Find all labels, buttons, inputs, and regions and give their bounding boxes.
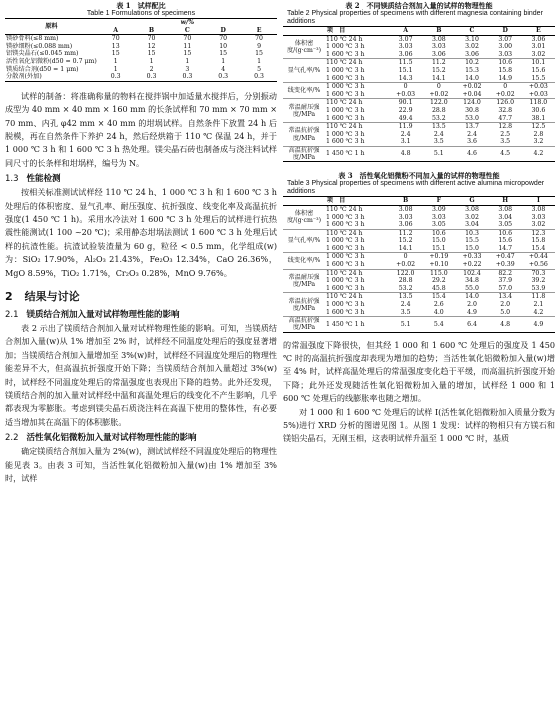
table3-cell: 5.4 — [433, 320, 444, 328]
section-title: 性能检测 — [26, 174, 61, 185]
table2-cell: 3.02 — [465, 43, 479, 51]
table3-cell: 122.0 — [396, 269, 415, 277]
table1-caption-en: Table 1 Formulations of specimens — [86, 10, 196, 17]
table1-caption-cn: 表 1 试样配比 — [116, 1, 166, 10]
table3-cell: 39.2 — [531, 277, 546, 285]
table1-cell: 5 — [257, 65, 262, 73]
table3-cell: 4.9 — [533, 320, 544, 328]
section-number: 2.1 — [5, 310, 19, 321]
table2-cell: 53.2 — [431, 114, 446, 122]
table2-cell: 2.8 — [533, 130, 544, 138]
table3-cell: 14.0 — [465, 293, 479, 301]
table3-col-header: H — [502, 197, 509, 205]
table3-cell: 15.1 — [431, 244, 446, 252]
table3-cell: 53.9 — [531, 284, 546, 292]
table3-cell: 82.2 — [498, 269, 513, 277]
table2-cell: 3.5 — [500, 138, 511, 146]
table2-condition: 1 600 ℃ 3 h — [326, 138, 365, 146]
table3-cell: 29.2 — [431, 277, 446, 285]
table3-cell: 3.02 — [465, 213, 479, 221]
table2 — [283, 26, 555, 162]
table3-cell: 11.8 — [531, 293, 546, 301]
table1-cell: 1 — [185, 57, 190, 65]
table1-cell: 9 — [257, 42, 262, 50]
section-title: 镁质结合剂加入量对试样物理性能的影响 — [26, 310, 180, 321]
table3-cell: +0.02 — [396, 261, 416, 269]
table2-cell: 14.3 — [398, 74, 413, 82]
paragraph-binder-effect: 表 2 示出了镁质结合剂加入量对试样物理性能的影响。可知，当镁质结合剂加入量(w)从 1% 增加至 2% 时，试样经不同温度处理后的强度显著增加；当镁质结合剂加入量增加至 3%(w)时，试样经不同温度处理后的物理性能差异不大，但高温抗折强度开始下降；当镁质结合剂加入量超过 3%(w)时，试样经不同温度处理后的常温强度也表现出下降的趋势。此外还发现，镁质结合剂的加入量对试样经中温和高温处理后的线变化不产生影响，几乎都表现为零膨胀。考虑到镁尖晶石质浇注料在高温下使用的整体性，有必要适当增加其在高温下的体积膨胀。 — [5, 323, 277, 427]
table2-cell: 38.1 — [531, 114, 546, 122]
table3-group-label: 线变化率/% — [287, 257, 321, 265]
table2-condition: 110 ℃ 24 h — [326, 59, 363, 67]
table-row — [5, 58, 277, 66]
table3-condition: 1 000 ℃ 3 h — [326, 237, 365, 245]
table1-row-label: 镁砂骨料(≤8 mm) — [6, 35, 59, 43]
table2-cell: 118.0 — [529, 99, 548, 107]
table2-cell: 0 — [403, 83, 408, 91]
table3-cell: 13.5 — [398, 293, 413, 301]
table3-condition: 110 ℃ 24 h — [326, 269, 363, 277]
section-title: 结果与讨论 — [24, 290, 80, 304]
table1-row-label: 活性氧化铝微粉(d50 = 0.7 μm) — [6, 57, 97, 65]
table3-cell: 3.08 — [498, 205, 513, 213]
table3-cell: 5.1 — [400, 320, 411, 328]
table3-cell: 6.4 — [467, 320, 477, 328]
table2-cell: 11.5 — [398, 59, 413, 67]
table1-cell: 15 — [255, 50, 263, 58]
table1-col-header: B — [148, 26, 155, 34]
table-row — [283, 59, 555, 67]
table3-cell: 13.4 — [498, 293, 513, 301]
table2-cell: 3.06 — [398, 50, 413, 58]
table2-cell: 5.1 — [433, 150, 444, 158]
table2-cell: 15.1 — [398, 66, 413, 74]
table3-cell: 3.08 — [465, 205, 479, 213]
table1-cell: 2 — [149, 65, 154, 73]
table3-cell: 3.06 — [398, 221, 413, 229]
table1-cell: 0.3 — [146, 73, 157, 81]
table3-cell: 15.4 — [431, 293, 446, 301]
table2-cell: 2.4 — [467, 130, 477, 138]
table3-cell: 34.8 — [465, 277, 479, 285]
right-column — [283, 0, 555, 446]
table3-cell: 115.0 — [429, 269, 448, 277]
table1-cell: 1 — [149, 57, 154, 65]
table3-cell: 3.5 — [400, 308, 411, 316]
table2-cell: 3.10 — [465, 35, 479, 43]
table2-condition: 110 ℃ 24 h — [326, 35, 363, 43]
table3-cell: 55.0 — [465, 284, 479, 292]
table1 — [5, 18, 277, 82]
table3-condition: 1 600 ℃ 3 h — [326, 261, 365, 269]
table-row — [283, 253, 555, 261]
table3-cell: +0.39 — [495, 261, 515, 269]
table3-cell: 12.3 — [531, 229, 546, 237]
table3-cell: +0.10 — [429, 261, 449, 269]
table3-col-header: G — [469, 197, 475, 205]
table2-caption-en: Table 2 Physical properties of specimens with different magnesia containing binder additions — [287, 10, 543, 25]
table2-cell: +0.04 — [462, 90, 482, 98]
table2-cell: 11.2 — [431, 59, 446, 67]
table2-cell: 12.5 — [531, 123, 546, 131]
paragraph-alumina-continued: 的常温强度下降很快，但其经 1 000 和 1 600 ℃ 处理后的强度及 1 450 ℃ 时的高温抗折强度却表现为增加的趋势；当活性氧化铝微粉加入量(w)增至 4% 时，试样高温处理后的常温强度变化趋于平缓，而高温抗折强度开始下降；此外还发现随活性氧化铝微粉加入量的增加，试样经 1 000 和 1 600 ℃ 处理后的线膨胀率也随之增加。 — [283, 339, 555, 404]
table1-cell: 1 — [113, 57, 118, 65]
table3-cell: 10.6 — [431, 229, 446, 237]
table2-caption-cn: 表 2 不同镁质结合剂加入量的试样的物理性能 — [345, 1, 493, 10]
table3-cell: 2.6 — [433, 301, 444, 309]
table1-cell: 12 — [147, 42, 156, 50]
table3-cell: +0.47 — [495, 253, 515, 261]
table3-cell: 102.4 — [463, 269, 481, 277]
table2-condition: 1 600 ℃ 3 h — [326, 74, 365, 82]
table2-col-header: D — [502, 27, 508, 34]
table3-condition: 1 600 ℃ 3 h — [326, 284, 365, 292]
table2-cell: 30.8 — [465, 106, 479, 114]
table-row — [5, 73, 277, 81]
table-row — [283, 317, 555, 332]
paragraph-xrd: 对 1 000 和 1 600 ℃ 处理后的试样 I(活性氧化铝微粉加入质量分数为 5%)进行 XRD 分析的图谱见图 1。从图 1 发现：试样的物相只有方镁石和镁铝尖晶石，无刚玉相，这表明试样升温至 1 000 ℃ 时，基质 — [283, 406, 555, 444]
table1-cell: 70 — [147, 35, 156, 43]
table1-header-unit: w/% — [180, 19, 195, 26]
table3-caption-en: Table 3 Physical properties of specimens with different active alumina micropowder additions — [287, 180, 545, 196]
table2-cell: 3.5 — [433, 138, 444, 146]
table3-cell: 15.6 — [498, 237, 513, 245]
table2-cell: 15.8 — [498, 66, 513, 74]
table1-row-label: 铝镁尖晶石(≤0.045 mm) — [6, 50, 79, 58]
table1-cell: 4 — [221, 65, 226, 73]
table-row — [283, 35, 555, 43]
table1-cell: 0.3 — [182, 73, 193, 81]
table3-condition: 110 ℃ 24 h — [326, 229, 363, 237]
left-column — [5, 0, 277, 486]
table2-condition: 1 000 ℃ 3 h — [326, 66, 365, 74]
table2-condition: 1 600 ℃ 3 h — [326, 90, 365, 98]
table2-cell: 13.5 — [431, 123, 446, 131]
table3-condition: 1 600 ℃ 3 h — [326, 221, 365, 229]
table3-cell: 15.2 — [398, 237, 413, 245]
table1-header-raw: 原料 — [5, 19, 98, 35]
table2-group-label: 常温抗折强度/MPa — [288, 127, 320, 142]
table2-cell: 3.00 — [498, 43, 513, 51]
table3-condition: 1 000 ℃ 3 h — [326, 277, 365, 285]
table3-cell: 15.4 — [531, 244, 546, 252]
table2-cell: 14.0 — [465, 74, 479, 82]
table2-cell: 49.4 — [398, 114, 413, 122]
table3-cell: 14.1 — [398, 244, 413, 252]
table3-cell: 3.04 — [498, 213, 513, 221]
table3-cell: 45.8 — [431, 284, 446, 292]
table2-cell: 10.1 — [531, 59, 546, 67]
table3-group-label: 常温耐压强度/MPa — [288, 273, 320, 289]
table2-cell: 47.7 — [498, 114, 513, 122]
table2-cell: 4.5 — [500, 150, 511, 158]
table2-condition: 1 000 ℃ 3 h — [326, 83, 365, 91]
table2-cell: 124.0 — [463, 99, 481, 107]
table-row — [283, 205, 555, 213]
table3-cell: 15.5 — [465, 237, 479, 245]
table2-cell: 126.0 — [496, 99, 515, 107]
table2-cell: 32.8 — [498, 106, 513, 114]
table2-condition: 1 600 ℃ 3 h — [326, 50, 365, 58]
table2-cell: +0.02 — [495, 90, 515, 98]
table3-cell: 3.08 — [398, 205, 413, 213]
table3-condition: 110 ℃ 24 h — [326, 205, 363, 213]
table2-cell: 2.4 — [433, 130, 444, 138]
table2-cell: 0 — [436, 83, 441, 91]
table2-cell: 12.8 — [498, 123, 513, 131]
table3-cell: 0 — [403, 253, 408, 261]
table1-cell: 10 — [219, 42, 228, 50]
table2-group-label: 显气孔率/% — [287, 67, 321, 75]
table-row — [283, 123, 555, 131]
table3-cell: 4.8 — [500, 320, 511, 328]
table2-cell: 3.03 — [398, 43, 413, 51]
table2-cell: 13.7 — [465, 123, 479, 131]
table2-cell: 3.07 — [498, 35, 513, 43]
table2-cell: 122.0 — [429, 99, 448, 107]
table2-condition: 1 000 ℃ 3 h — [326, 130, 365, 138]
table3-cell: 10.3 — [465, 229, 479, 237]
table1-cell: 0.3 — [254, 73, 264, 81]
table2-cell: +0.02 — [429, 90, 449, 98]
table3-cell: 5.0 — [500, 308, 511, 316]
table-row — [283, 269, 555, 277]
table1-col-header: A — [113, 26, 119, 34]
table1-cell: 15 — [111, 50, 120, 58]
table2-condition: 1 000 ℃ 3 h — [326, 43, 365, 51]
table2-cell: +0.03 — [528, 83, 548, 91]
table2-condition: 1 450 ℃ 1 h — [326, 150, 365, 158]
table1-cell: 0.3 — [110, 73, 121, 81]
table1-col-header: C — [184, 26, 190, 34]
table3-cell: 2.0 — [500, 301, 511, 309]
table2-cell: 3.06 — [465, 50, 479, 58]
table2-cell: 3.03 — [498, 50, 513, 58]
table3-group-label: 常温抗折强度/MPa — [288, 297, 320, 312]
table1-col-header: D — [220, 26, 226, 34]
table3-cell: +0.19 — [429, 253, 449, 261]
table2-cell: 90.1 — [398, 99, 413, 107]
table3-cell: 14.7 — [498, 244, 513, 252]
table3-cell: 15.8 — [531, 237, 546, 245]
table3-cell: 15.0 — [465, 244, 479, 252]
table3-cell: 10.6 — [498, 229, 513, 237]
table2-cell: 10.2 — [465, 59, 479, 67]
table2-cell: 3.02 — [531, 50, 546, 58]
table2-cell: +0.03 — [528, 90, 548, 98]
table3-cell: 3.05 — [431, 221, 446, 229]
table2-cell: 14.1 — [431, 74, 446, 82]
table3-cell: 53.2 — [398, 284, 413, 292]
table2-cell: 3.6 — [467, 138, 477, 146]
table3-cell: +0.44 — [528, 253, 548, 261]
table3-cell: 2.1 — [533, 301, 544, 309]
table3-cell: 3.02 — [531, 221, 546, 229]
paragraph-specimen-prep: 试样的制备：将准确称量的物料在搅拌锅中加适量水搅拌后，分别振动成型为 40 mm × 40 mm × 160 mm 的长条试样和 70 mm × 70 mm × 70 mm、内孔 φ42 mm × 40 mm 的坩埚试样。自然条件下放置 24 h 后脱模，再在自然条件下养护 24 h，然后经烘箱于 110 ℃ 保温 24 h，并于 1 000 ℃ 3 h 和 1 600 ℃ 3 h 热处理。镁尖晶石砖也制备成与浇注料试样同尺寸的长条样和坩埚样，编号为 N。 — [5, 90, 277, 168]
table1-cell: 11 — [183, 42, 192, 50]
table2-cell: 3.01 — [531, 43, 546, 51]
table2-group-label: 高温抗折强度/MPa — [288, 146, 320, 162]
table3-cell: 3.05 — [498, 221, 513, 229]
table3-group-label: 高温抗折强度/MPa — [288, 317, 320, 332]
table1-cell: 1 — [113, 65, 118, 73]
table2-col-header: E — [536, 27, 541, 34]
table2-cell: 15.3 — [465, 66, 479, 74]
table2-group-label: 线变化率/% — [287, 87, 321, 95]
table3-cell: 3.08 — [531, 205, 546, 213]
table3-group-label: 体积密度/(g·cm⁻³) — [286, 210, 322, 225]
table3-cell: +0.33 — [462, 253, 482, 261]
table3-cell: 2.4 — [400, 301, 411, 309]
table1-row-label: 镁砂细粉(≤0.088 mm) — [6, 42, 73, 50]
table3-col-header: F — [436, 197, 442, 205]
table2-cell: 15.6 — [531, 66, 546, 74]
table-row — [283, 293, 555, 301]
table2-cell: 3.06 — [531, 35, 546, 43]
table2-cell: +0.03 — [396, 90, 416, 98]
section-heading-1-3 — [5, 172, 277, 184]
table2-cell: 10.6 — [498, 59, 513, 67]
table2-cell: 3.2 — [533, 138, 544, 146]
table2-header-item: 项 目 — [326, 27, 346, 34]
table3-header-item: 项 目 — [326, 197, 346, 205]
section-title: 活性氧化铝微粉加入量对试样物理性能的影响 — [26, 433, 197, 444]
table2-col-header: A — [403, 27, 409, 34]
table3-cell: 3.03 — [431, 213, 446, 221]
table1-cell: 70 — [219, 35, 228, 43]
table1-cell: 1 — [257, 57, 262, 65]
section-number: 1.3 — [5, 174, 19, 185]
table3 — [283, 196, 555, 332]
table1-cell: 3 — [185, 65, 190, 73]
table3-caption-cn: 表 3 活性氧化铝微粉不同加入量的试样的物理性能 — [338, 171, 500, 181]
table2-condition: 110 ℃ 24 h — [326, 99, 363, 107]
table3-cell: 3.03 — [398, 213, 413, 221]
table3-cell: 3.04 — [465, 221, 479, 229]
table3-cell: 3.09 — [431, 205, 446, 213]
table2-cell: 11.9 — [398, 123, 413, 131]
section-heading-2 — [5, 288, 277, 304]
table1-row-label: 镁质结合剂(d50 = 1 μm) — [6, 65, 79, 73]
table1-cell: 15 — [183, 50, 192, 58]
table2-cell: 2.5 — [500, 130, 511, 138]
table3-col-header: B — [403, 197, 409, 205]
table2-cell: 3.03 — [431, 43, 446, 51]
table3-col-header: I — [536, 197, 540, 205]
table3-cell: 15.0 — [431, 237, 446, 245]
table2-cell: 22.9 — [398, 106, 413, 114]
table2-cell: 3.07 — [398, 35, 413, 43]
table2-cell: 14.9 — [498, 74, 513, 82]
table3-cell: 57.0 — [498, 284, 513, 292]
table1-cell: 15 — [219, 50, 228, 58]
table2-condition: 1 000 ℃ 3 h — [326, 106, 365, 114]
table3-cell: 2.0 — [467, 301, 477, 309]
table3-condition: 110 ℃ 24 h — [326, 293, 363, 301]
table1-cell: 0.3 — [218, 73, 229, 81]
table2-cell: 30.6 — [531, 106, 546, 114]
section-heading-2-2 — [5, 431, 277, 443]
table1-col-header: E — [256, 26, 262, 34]
table3-cell: +0.56 — [528, 261, 548, 269]
table3-cell: 37.9 — [498, 277, 513, 285]
table-row — [283, 99, 555, 107]
table1-cell: 70 — [183, 35, 192, 43]
table1-cell: 70 — [255, 35, 263, 43]
table1-cell: 70 — [111, 35, 120, 43]
table2-cell: 3.06 — [431, 50, 446, 58]
table2-cell: 3.08 — [431, 35, 446, 43]
table2-cell: 28.8 — [431, 106, 446, 114]
section-number: 2.2 — [5, 433, 19, 444]
table3-group-label: 显气孔率/% — [287, 237, 321, 245]
table-row — [5, 66, 277, 74]
table3-cell: 3.03 — [531, 213, 546, 221]
table3-cell: 70.3 — [531, 269, 546, 277]
table-row — [283, 83, 555, 91]
table2-col-header: B — [436, 27, 442, 34]
table2-cell: 4.8 — [400, 150, 411, 158]
table3-cell: 4.2 — [533, 308, 544, 316]
table2-cell: +0.02 — [462, 83, 482, 91]
table3-condition: 1 450 ℃ 1 h — [326, 320, 365, 328]
table2-cell: 4.2 — [533, 150, 544, 158]
table3-condition: 1 600 ℃ 3 h — [326, 244, 365, 252]
table1-cell: 1 — [221, 57, 226, 65]
table-row — [5, 50, 277, 58]
table2-cell: 2.4 — [400, 130, 411, 138]
table1-cell: 15 — [147, 50, 156, 58]
table3-condition: 1 000 ℃ 3 h — [326, 213, 365, 221]
paragraph-testing: 按相关标准测试试样经 110 ℃ 24 h、1 000 ℃ 3 h 和 1 600 ℃ 3 h 处理后的体积密度、显气孔率、耐压强度、抗折强度、线变化率及高温抗折强度(1 450 ℃ 1 h)。采用水冷法对 1 600 ℃ 3 h 处理后的试样进行抗热震性能测试(1 100 ~20 ℃)；采用静态坩埚法测试 1 600 ℃ 3 h 处理后试样的抗渣性能。抗渣试验装渣量为 60 g，粒径 < 0.5 mm，化学组成(w) 为：SiO₂ 17.90%，Al₂O₃ 21.43%，Fe₂O₃ 12.34%，CaO 26.36%，MgO 8.59%，TiO₂ 1.71%，Cr₂O₃ 0.28%，MnO 9.76%。 — [5, 187, 277, 278]
table-row — [283, 146, 555, 161]
table3-condition: 1 000 ℃ 3 h — [326, 253, 365, 261]
table1-cell: 13 — [111, 42, 120, 50]
table-row — [283, 229, 555, 237]
table3-cell: +0.22 — [462, 261, 482, 269]
table2-group-label: 常温耐压强度/MPa — [288, 103, 320, 118]
paragraph-alumina-effect: 确定镁质结合剂加入量为 2%(w)，测试试样经不同温度处理后的物理性能见表 3。由表 3 可知，当活性氧化铝微粉加入量(w)由 1% 增加至 3% 时，试样 — [5, 446, 277, 484]
table3-cell: 11.2 — [398, 229, 413, 237]
section-heading-2-1 — [5, 308, 277, 320]
table2-cell: 3.1 — [400, 138, 411, 146]
table2-condition: 110 ℃ 24 h — [326, 123, 363, 131]
table3-cell: 4.0 — [433, 308, 444, 316]
table3-cell: 28.8 — [398, 277, 413, 285]
table2-col-header: C — [469, 27, 475, 34]
table2-cell: 15.5 — [531, 74, 546, 82]
table1-row-label: 分散剂(外加) — [6, 73, 42, 81]
table2-cell: 0 — [503, 83, 508, 91]
table-row — [5, 35, 277, 43]
table3-condition: 1 600 ℃ 3 h — [326, 308, 365, 316]
table2-cell: 4.6 — [467, 150, 477, 158]
table2-group-label: 体积密度/(g·cm⁻³) — [286, 39, 322, 54]
table3-condition: 1 000 ℃ 3 h — [326, 301, 365, 309]
table2-cell: 15.2 — [431, 66, 446, 74]
table2-cell: 53.0 — [465, 114, 479, 122]
section-number: 2 — [5, 290, 13, 304]
table3-cell: 4.9 — [467, 308, 477, 316]
table2-condition: 1 600 ℃ 3 h — [326, 114, 365, 122]
